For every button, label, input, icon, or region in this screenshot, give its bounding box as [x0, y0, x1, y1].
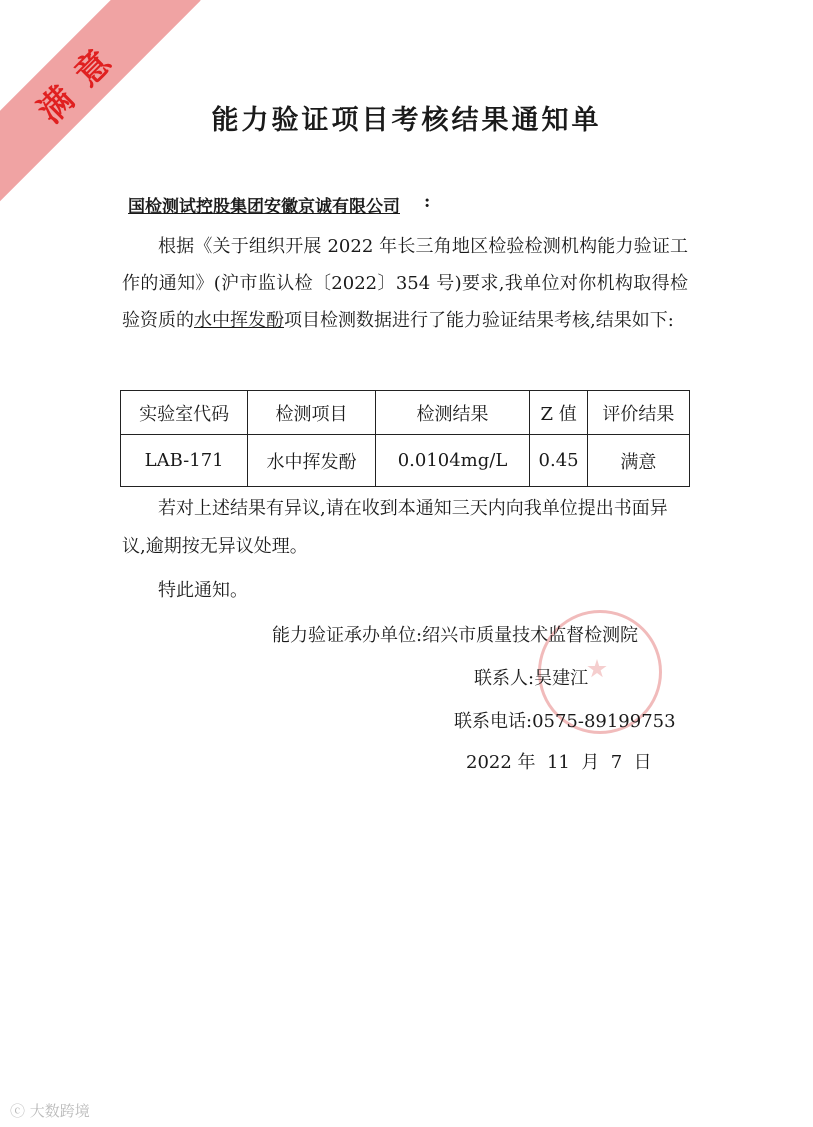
header-lab-code: 实验室代码: [121, 391, 248, 435]
header-z-value: Z 值: [530, 391, 587, 435]
table-header-row: [121, 391, 690, 435]
cell-test-result: 0.0104mg/L: [375, 435, 530, 487]
cell-z-value: 0.45: [530, 435, 587, 487]
organizer-line: 能力验证承办单位:绍兴市质量技术监督检测院: [272, 625, 639, 646]
paragraph-text-before: 根据《关于组织开展 2022 年长三角地区检验检测机构能力验证工作的通知》(沪市监认检〔2022〕354 号)要求,我单位对你机构取得检验资质的: [122, 236, 688, 331]
watermark-logo-icon: ⓒ: [10, 1102, 26, 1120]
watermark-text: 大数跨境: [29, 1102, 90, 1120]
test-item-underlined: 水中挥发酚: [194, 310, 284, 331]
contact-person: 联系人:吴建江: [474, 668, 589, 689]
notice-text: 特此通知。: [158, 580, 248, 601]
header-evaluation: 评价结果: [587, 391, 689, 435]
document-date: 2022 年 11 月 7 日: [466, 752, 652, 773]
results-table: [120, 390, 690, 487]
objection-paragraph: [122, 490, 688, 566]
cell-evaluation: 满意: [587, 435, 689, 487]
badge-label: 满意: [29, 29, 132, 132]
paragraph-text-after: 项目检测数据进行了能力验证结果考核,结果如下:: [284, 310, 674, 331]
document-title: 能力验证项目考核结果通知单: [211, 105, 602, 136]
watermark: [10, 1100, 90, 1121]
main-paragraph: [122, 228, 688, 339]
objection-text: 若对上述结果有异议,请在收到本通知三天内向我单位提出书面异议,逾期按无异议处理。: [122, 498, 668, 557]
cell-lab-code: LAB-171: [121, 435, 248, 487]
cell-test-item: 水中挥发酚: [248, 435, 375, 487]
recipient-name: 国检测试控股集团安徽京诚有限公司: [128, 197, 400, 217]
contact-phone: 联系电话:0575-89199753: [454, 711, 676, 732]
table-row: [121, 435, 690, 487]
header-test-result: 检测结果: [375, 391, 530, 435]
header-test-item: 检测项目: [248, 391, 375, 435]
recipient-colon: :: [424, 192, 431, 212]
